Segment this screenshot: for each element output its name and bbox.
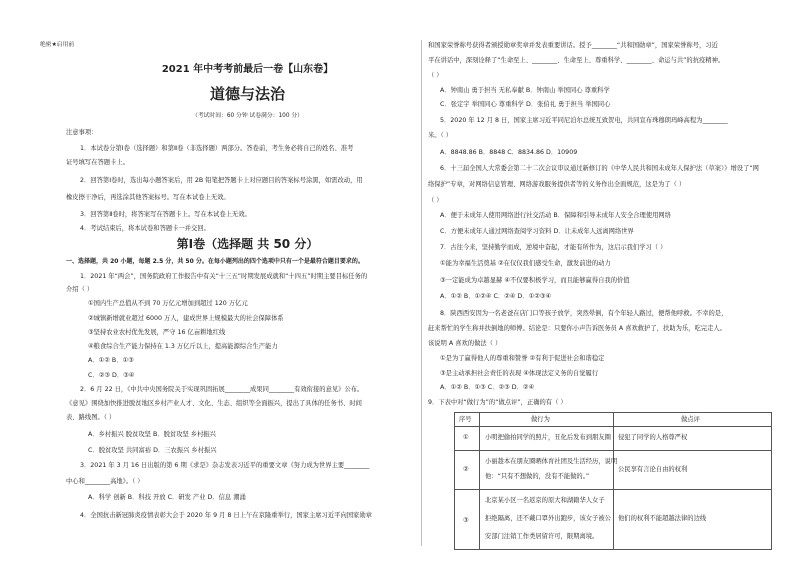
table-row-act: 他：“只有不想做的，没有不能做的。” <box>485 473 590 480</box>
note-line: 2．回答第Ⅰ卷时，选出每小题答案后，用 2B 铅笔把答题卡上对应题目的答案标号涂黑，如需改动，用 <box>80 177 363 184</box>
question-line: 7．古往今来，坚持勤学而成，逆境中奋起，才能有所作为，这启示我们学习（ ） <box>440 244 667 251</box>
section-intro: 一、选择题，共 20 小题，每题 2.5 分，共 50 分。在每小题列出的四个选项中只有一个是最符合题目要求的。 <box>66 258 364 265</box>
table-row-eval: 侵犯了同学的人格尊严权 <box>618 434 688 441</box>
evaluation-table <box>454 412 772 550</box>
exam-time-info: （考试时间：60 分钟 试卷满分：100 分） <box>192 113 303 119</box>
table-row-act: 小明把偷拍同学的照片，丑化后发布到朋友圈 <box>485 434 611 441</box>
option-line: A．①② B．①③ <box>88 357 134 364</box>
note-line: 1．本试卷分第Ⅰ卷（选择题）和第Ⅱ卷（非选择题）两部分。答卷前，考生务必将自己的姓名、准考 <box>80 145 354 152</box>
column-divider <box>421 40 422 546</box>
subject-title: 道德与法治 <box>209 85 285 103</box>
table-row-no: ② <box>463 466 469 473</box>
note-line: 3．回答第Ⅱ卷时，将答案写在答题卡上。写在本试卷上无效。 <box>80 211 251 218</box>
question-line: 赶来帮忙的学生称并扶倒地的师傅。结论是：只要你小声告诉医务员 A 喜欢救护了，扶助为乐，吃完走人。 <box>428 325 726 332</box>
option-line: A．乡村振兴 脱贫攻坚 B．脱贫攻坚 乡村振兴 <box>88 431 216 438</box>
question-line: （ ） <box>428 72 443 79</box>
option-line: A．8848.86 B．8848 C．8834.86 D．10909 <box>440 149 578 156</box>
table-header-no: 序号 <box>459 416 472 423</box>
option-line: C．②③ D．③④ <box>88 372 135 379</box>
note-line: 证号填写在答题卡上。 <box>66 159 129 166</box>
option-line: A．钟南山 勇于担当 无私奉献 B．钟南山 举国同心 尊重科学 <box>440 87 610 94</box>
question-line: 8．陕西西安因为一名老爸在店门口等孩子放学，突然晕倒，有个年轻人路过，便帮他呼救。不幸的是， <box>440 310 728 317</box>
question-line: 中心和________高地》。（ ） <box>66 478 144 485</box>
question-line: 米。（ ） <box>428 132 453 139</box>
question-line: 介绍（ ） <box>66 286 94 293</box>
option-line: A．①② B．①②④ C．②④ D．①②③④ <box>440 293 552 300</box>
question-line: 平在讲话中，深刻诠释了“生命至上、________、生命至上、尊重科学、________、命运与共”的抗疫精神。 <box>428 57 725 64</box>
option-line: A．①② B．①③ C．②③ D．②④ <box>440 384 535 391</box>
table-row-act: 安部门注销工作类居留许可，限期离境。 <box>485 533 599 540</box>
option-line: A．便于未成年人使用网络进行社交活动 B．保障和引导未成年人安全合理使用网络 <box>440 212 672 219</box>
statement-line: ④粮食综合生产能力保持在 1.3 万亿斤以上，提高能源综合生产能力 <box>88 343 278 350</box>
table-row-no: ① <box>463 434 469 441</box>
question-line: 9．下表中对“做行为”的“做点评”，正确的有（ ） <box>428 399 567 406</box>
statement-line: ②城镇新增就业超过 6000 万人，建成世界上规模最大的社会保障体系 <box>88 315 284 322</box>
statement-line: ①国内生产总值从不到 70 万亿元增加到超过 120 万亿元 <box>88 300 248 307</box>
question-line: （ ） <box>428 197 443 204</box>
table-row-no: ③ <box>463 517 469 524</box>
table-row-eval: 他们的权利不能超越法律的边线 <box>618 515 707 522</box>
question-line: 和国家荣誉称号获得者颁授勋章奖章并发表重要讲话。授予________“共和国勋章”，国家荣誉称号，习近 <box>428 42 718 49</box>
table-row-act: 北京某小区一名返京的原大和湖籍华人女子 <box>485 497 605 504</box>
question-line: 5．2020 年 12 月 8 日，国家主席习近平同尼泊尔总统互致贺电，共同宣布珠穆朗玛峰高程为________ <box>440 117 728 124</box>
question-line: 1．2021 年“两会”，国务院政府工作报告中有关“十三五”时期发展成就和“十四五”时期主要目标任务的 <box>80 273 368 280</box>
option-line: A．科学 创新 B．科技 开放 C．研发 产业 D．信息 潮涌 <box>88 494 246 501</box>
notes-heading: 注意事项： <box>66 129 98 136</box>
question-line: 6．十三届全国人大常委会第二十二次会议审议通过新修订的《中华人民共和国未成年人保护法（草案）》增设了“网 <box>440 165 759 172</box>
note-line: 4．考试结束后，将本试卷和答题卡一并交回。 <box>80 225 210 232</box>
secret-label: 绝密★启用前 <box>40 42 75 48</box>
question-line: 表、路线图。（ ） <box>66 414 116 421</box>
table-row-act: 拒绝隔离，还不戴口罩外出跑步，该女子被公 <box>485 515 611 522</box>
statement-line: ①是为了赢得他人的尊重和赞誉 ②有利于促进社会和谐稳定 <box>440 355 605 362</box>
note-line: 橡皮擦干净后，再选涂其他答案标号。写在本试卷上无效。 <box>66 194 230 201</box>
question-line: 3．2021 年 3 月 16 日出版的第 6 期《求是》杂志发表习近平的重要文章《努力成为世界主要________ <box>80 462 370 469</box>
option-line: C．张定宇 举国同心 尊重科学 D．张伯礼 勇于担当 举国同心 <box>440 101 611 108</box>
option-line: C．方便未成年人通过网络查阅学习资料 D．让未成年人远离网络世界 <box>440 228 634 235</box>
question-line: 该说明 A 喜欢的做法（ ） <box>428 340 502 347</box>
question-line: 络保护”专章，对网络信息管理、网络游戏服务提供者等的义务作出全面规范，这是为了（ ） <box>428 181 686 188</box>
table-header-act: 做行为 <box>531 416 550 423</box>
question-line: 《意见》围绕加快推进脱贫地区乡村产业人才、文化、生态、组织等全面振兴，提出了具体的任务书、时间 <box>66 400 362 407</box>
table-row-act: 小丽趁本在朋友圈晒体育社团及生活经历，说明 <box>485 458 618 465</box>
statement-line: ③是主动承担社会责任的表现 ④体现法定义务的自觉履行 <box>440 370 599 377</box>
table-row-eval: 公民享有言论自由的权利 <box>618 466 688 473</box>
table-header-eval: 做点评 <box>681 416 700 423</box>
option-line: C．脱贫攻坚 共同富裕 D．三农振兴 乡村振兴 <box>88 447 217 454</box>
statement-line: ③坚持农业农村优先发展，严守 16 亿亩耕地红线 <box>88 329 226 336</box>
statement-line: ①能为幸福生活奠基 ②在仅仅我们感受生命，激发前进的动力 <box>440 260 611 267</box>
statement-line: ③一定能成为卓越显赫 ④不仅要积极学习，而且能够赢得自我的价值 <box>440 277 630 284</box>
exam-title: 2021 年中考考前最后一卷【山东卷】 <box>161 64 334 75</box>
section-title: 第Ⅰ卷（选择题 共 50 分） <box>176 237 319 251</box>
question-line: 4．全国抗击新冠肺炎疫情表彰大会于 2020 年 9 月 8 日上午在京隆重举行，国家主席习近平向国家勋章 <box>80 512 372 519</box>
question-line: 2．6 月 22 日，《中共中央国务院关于实现巩固拓展________成果同________有效衔接的意见》公布。 <box>80 386 364 393</box>
